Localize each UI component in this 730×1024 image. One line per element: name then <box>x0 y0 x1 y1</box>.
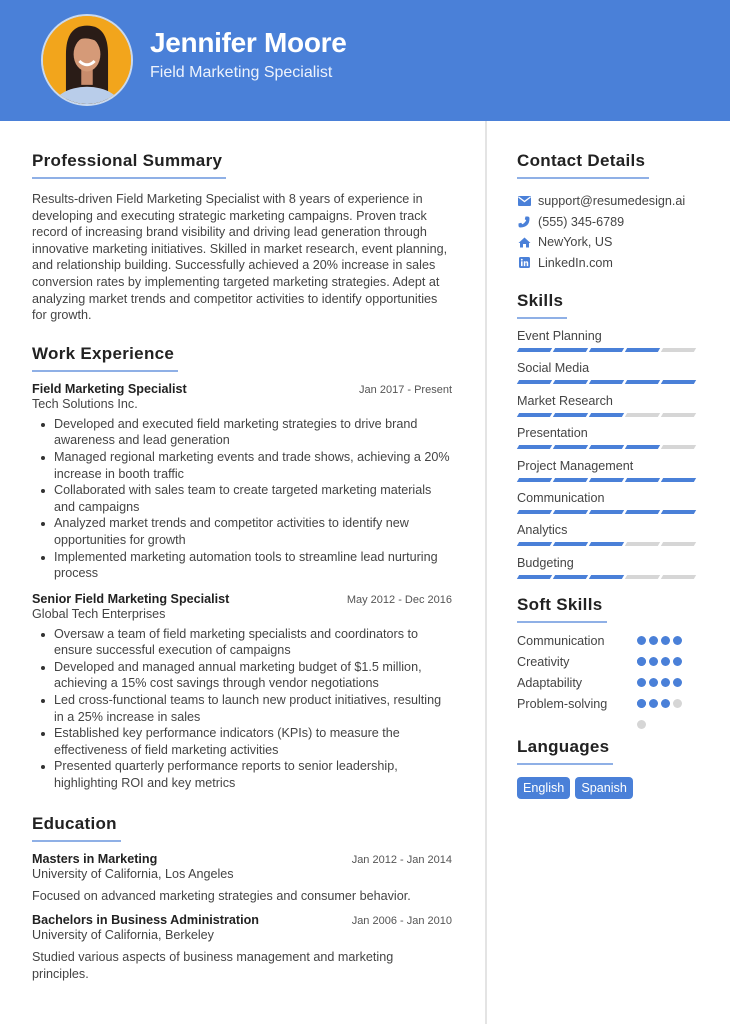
contact-email[interactable] <box>517 191 702 212</box>
job-bullet: Managed regional marketing events and trade shows, achieving a 20% increase in booth traffic <box>32 449 452 482</box>
skill-name: Social Media <box>517 361 590 376</box>
skill-item <box>517 522 702 546</box>
skill-level-segment <box>517 510 552 514</box>
skill-level-segment <box>517 380 552 384</box>
skill-level-segment <box>517 348 552 352</box>
contact-email-text: support@resumedesign.ai <box>538 194 686 209</box>
skill-level-bar <box>518 478 702 482</box>
candidate-title: Field Marketing Specialist <box>150 64 333 81</box>
soft-skills-section <box>517 595 702 715</box>
soft-skills-heading: Soft Skills <box>517 595 607 623</box>
job-role: Senior Field Marketing Specialist <box>32 591 230 606</box>
skill-level-segment <box>661 542 696 546</box>
contact-location <box>517 232 702 253</box>
skill-level-bar <box>518 445 702 449</box>
education-section <box>32 814 452 983</box>
contact-phone[interactable] <box>517 212 702 233</box>
soft-skill-rating <box>637 636 684 646</box>
rating-dot-icon <box>661 657 670 666</box>
skill-level-segment <box>625 348 660 352</box>
skill-level-bar <box>518 542 702 546</box>
summary-section <box>32 151 452 324</box>
skill-level-bar <box>518 380 702 384</box>
skill-name: Project Management <box>517 458 634 473</box>
soft-skill-item <box>517 673 702 694</box>
rating-dot-icon <box>637 720 646 729</box>
skill-level-segment <box>661 380 696 384</box>
rating-dot-icon <box>673 657 682 666</box>
contact-location-text: NewYork, US <box>538 235 613 250</box>
soft-skill-item <box>517 694 702 715</box>
skill-level-segment <box>625 380 660 384</box>
candidate-name: Jennifer Moore <box>150 27 347 58</box>
skill-level-segment <box>589 348 624 352</box>
languages-heading: Languages <box>517 737 613 765</box>
skill-name: Event Planning <box>517 329 602 343</box>
rating-dot-icon <box>637 678 646 687</box>
skill-name: Budgeting <box>517 555 574 570</box>
skill-level-bar <box>518 575 702 579</box>
school: University of California, Los Angeles <box>32 866 234 881</box>
job-bullet: Implemented marketing automation tools to streamline lead nurturing process <box>32 549 452 582</box>
skill-level-segment <box>553 542 588 546</box>
languages-section <box>517 737 702 799</box>
skill-level-segment <box>553 348 588 352</box>
contact-heading: Contact Details <box>517 151 649 179</box>
skill-level-segment <box>661 348 696 352</box>
contact-linkedin[interactable] <box>517 253 702 274</box>
skill-level-segment <box>553 575 588 579</box>
rating-dot-icon <box>673 699 682 708</box>
job-company: Global Tech Enterprises <box>32 606 166 621</box>
skill-level-segment <box>625 445 660 449</box>
languages-list <box>517 777 702 799</box>
skill-level-segment <box>661 478 696 482</box>
rating-dot-icon <box>661 636 670 645</box>
job-bullet: Collaborated with sales team to create targeted marketing materials and campaigns <box>32 482 452 515</box>
experience-section <box>32 344 452 792</box>
column-divider <box>485 121 487 1024</box>
degree: Bachelors in Business Administration <box>32 913 259 928</box>
skill-level-segment <box>517 445 552 449</box>
job-bullet: Oversaw a team of field marketing specialists and coordinators to ensure successful execution of campaigns <box>32 626 452 659</box>
skills-section <box>517 291 702 579</box>
school: University of California, Berkeley <box>32 928 214 943</box>
summary-text: Results-driven Field Marketing Specialist with 8 years of experience in developing and executing strategic marketing campaigns. Proven track record of increasing brand visibility and driving lead generation through innovative marketing initiatives. Skilled in market research, event planning, and relationship building. Successfully achieved a 20% increase in sales conversion rates by implementing targeted marketing strategies. Adept at analyzing market trends and competitor activities to identify opportunities for growth. <box>32 192 448 323</box>
soft-skill-name: Creativity <box>517 655 570 670</box>
job-bullet: Led cross-functional teams to launch new product initiatives, resulting in a 25% increase in sales <box>32 692 452 725</box>
job-bullets <box>32 416 452 582</box>
rating-dot-icon <box>637 636 646 645</box>
linkedin-icon <box>517 256 531 270</box>
skill-name: Communication <box>517 490 605 505</box>
skill-level-segment <box>589 380 624 384</box>
job-entry <box>32 592 452 792</box>
language-tag: Spanish <box>575 777 633 799</box>
job-entry <box>32 382 452 582</box>
skill-level-segment <box>625 542 660 546</box>
education-heading: Education <box>32 814 121 842</box>
soft-skill-rating <box>637 678 684 688</box>
skill-level-segment <box>625 478 660 482</box>
rating-dot-icon <box>649 636 658 645</box>
skill-level-segment <box>553 510 588 514</box>
rating-dot-icon <box>649 678 658 687</box>
skill-level-segment <box>625 575 660 579</box>
rating-dot-icon <box>673 678 682 687</box>
rating-dot-icon <box>649 657 658 666</box>
skill-level-segment <box>589 510 624 514</box>
skill-level-segment <box>553 445 588 449</box>
avatar <box>41 14 133 106</box>
degree: Masters in Marketing <box>32 851 158 866</box>
main-column <box>32 121 452 982</box>
job-bullet: Presented quarterly performance reports to senior leadership, highlighting ROI and key metrics <box>32 758 452 791</box>
soft-skills-list <box>517 631 702 715</box>
skill-level-segment <box>589 575 624 579</box>
skill-level-segment <box>517 413 552 417</box>
phone-icon <box>517 215 531 229</box>
skill-level-segment <box>553 413 588 417</box>
skill-level-segment <box>661 575 696 579</box>
soft-skill-name: Communication <box>517 634 605 649</box>
education-dates: Jan 2006 - Jan 2010 <box>351 915 452 928</box>
soft-skill-rating <box>637 657 684 667</box>
rating-dot-icon <box>673 636 682 645</box>
language-tag: English <box>517 777 570 799</box>
skill-level-segment <box>661 413 696 417</box>
rating-dot-icon <box>661 699 670 708</box>
job-bullet: Analyzed market trends and competitor activities to identify new opportunities for growth <box>32 515 452 548</box>
skill-level-segment <box>589 542 624 546</box>
job-bullet: Established key performance indicators (KPIs) to measure the effectiveness of field marketing activities <box>32 725 452 758</box>
skill-item <box>517 490 702 514</box>
job-dates: Jan 2017 - Present <box>359 383 452 396</box>
skill-level-segment <box>517 478 552 482</box>
job-dates: May 2012 - Dec 2016 <box>346 593 452 606</box>
job-bullet: Developed and managed annual marketing budget of $1.5 million, achieving a 15% cost savings through vendor negotiations <box>32 659 452 692</box>
education-entry <box>32 852 452 905</box>
skill-level-segment <box>625 413 660 417</box>
soft-skill-name: Problem-solving <box>517 697 608 712</box>
rating-dot-icon <box>649 699 658 708</box>
skill-level-segment <box>661 510 696 514</box>
education-entry <box>32 913 452 982</box>
soft-skill-item <box>517 652 702 673</box>
skill-item <box>517 555 702 579</box>
skill-level-segment <box>589 445 624 449</box>
job-role: Field Marketing Specialist <box>32 381 187 396</box>
skill-name: Market Research <box>517 393 613 408</box>
skills-list <box>517 328 702 579</box>
skill-level-segment <box>625 510 660 514</box>
skill-level-bar <box>518 413 702 417</box>
soft-skill-name: Adaptability <box>517 676 583 691</box>
soft-skill-rating <box>637 699 684 709</box>
skill-level-segment <box>589 413 624 417</box>
skill-level-segment <box>517 575 552 579</box>
rating-dot-icon <box>661 678 670 687</box>
education-dates: Jan 2012 - Jan 2014 <box>351 853 452 866</box>
skill-name: Presentation <box>517 426 588 441</box>
skill-item <box>517 458 702 482</box>
rating-dot-icon <box>637 699 646 708</box>
resume-header <box>0 0 730 121</box>
skill-item <box>517 328 702 352</box>
soft-skill-item <box>517 631 702 652</box>
skill-level-segment <box>589 478 624 482</box>
contact-linkedin-text: LinkedIn.com <box>538 255 613 270</box>
education-description: Focused on advanced marketing strategies and consumer behavior. <box>32 888 411 903</box>
summary-heading: Professional Summary <box>32 151 226 179</box>
skill-item <box>517 425 702 449</box>
skill-item <box>517 393 702 417</box>
envelope-icon <box>517 194 531 208</box>
contact-phone-text: (555) 345-6789 <box>538 214 625 229</box>
home-icon <box>517 235 531 249</box>
skill-level-segment <box>553 380 588 384</box>
profile-photo <box>43 16 131 104</box>
skill-level-bar <box>518 348 702 352</box>
skills-heading: Skills <box>517 291 567 319</box>
contact-section <box>517 151 702 273</box>
skill-item <box>517 360 702 384</box>
skill-level-segment <box>661 445 696 449</box>
job-bullets <box>32 626 452 792</box>
rating-dot-icon <box>637 657 646 666</box>
job-bullet: Developed and executed field marketing strategies to drive brand awareness and lead generation <box>32 416 452 449</box>
experience-heading: Work Experience <box>32 344 178 372</box>
skill-level-bar <box>518 510 702 514</box>
skill-level-segment <box>553 478 588 482</box>
job-company: Tech Solutions Inc. <box>32 396 138 411</box>
sidebar-column <box>517 121 702 799</box>
skill-name: Analytics <box>517 523 568 538</box>
education-description: Studied various aspects of business management and marketing principles. <box>32 950 394 981</box>
skill-level-segment <box>517 542 552 546</box>
